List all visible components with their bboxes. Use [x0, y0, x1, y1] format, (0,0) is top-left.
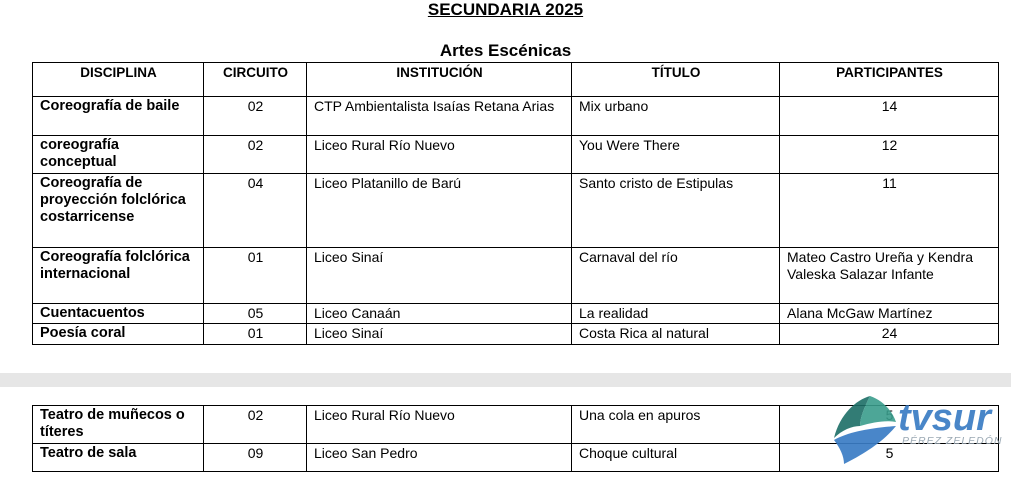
circuit-cell: 01 [204, 248, 307, 304]
institution-cell: CTP Ambientalista Isaías Retana Arias [307, 97, 572, 136]
discipline-cell: Coreografía folclórica internacional [33, 248, 204, 304]
institution-cell: Liceo Canaán [307, 304, 572, 324]
participants-cell: 12 [780, 136, 999, 174]
circuit-cell: 09 [204, 444, 307, 472]
institution-cell: Liceo Sinaí [307, 324, 572, 345]
circuit-cell: 05 [204, 304, 307, 324]
discipline-cell: Cuentacuentos [33, 304, 204, 324]
title-cell: Choque cultural [572, 444, 780, 472]
discipline-cell: Poesía coral [33, 324, 204, 345]
table-row [33, 248, 999, 304]
title-cell: Costa Rica al natural [572, 324, 780, 345]
circuit-cell: 01 [204, 324, 307, 345]
participants-cell: Mateo Castro Ureña y Kendra Valeska Salazar Infante [780, 248, 999, 304]
title-cell: La realidad [572, 304, 780, 324]
discipline-cell: Coreografía de baile [33, 97, 204, 136]
table-header-row [33, 63, 999, 97]
logo-brand-text: tvsur [898, 397, 991, 439]
table-row [33, 304, 999, 324]
title-cell: You Were There [572, 136, 780, 174]
circuit-cell: 02 [204, 97, 307, 136]
discipline-cell: Teatro de muñecos o títeres [33, 406, 204, 444]
institution-cell: Liceo Sinaí [307, 248, 572, 304]
document-title: SECUNDARIA 2025 [427, 0, 584, 19]
participants-cell: 24 [780, 324, 999, 345]
participants-cell: Alana McGaw Martínez [780, 304, 999, 324]
institution-cell: Liceo Platanillo de Barú [307, 174, 572, 248]
tvsur-logo-watermark [830, 392, 1011, 468]
column-header: DISCIPLINA [33, 63, 204, 97]
institution-cell: Liceo Rural Río Nuevo [307, 406, 572, 444]
discipline-cell: Teatro de sala [33, 444, 204, 472]
tvsur-logo-icon [834, 396, 896, 464]
section-title: Artes Escénicas [439, 41, 572, 60]
results-table [32, 62, 999, 345]
participants-cell: 14 [780, 97, 999, 136]
table-row [33, 174, 999, 248]
table-row [33, 136, 999, 174]
participants-cell: 5 [780, 444, 999, 472]
discipline-cell: coreografía conceptual [33, 136, 204, 174]
participants-cell: 11 [780, 174, 999, 248]
circuit-cell: 04 [204, 174, 307, 248]
title-cell: Mix urbano [572, 97, 780, 136]
table-row [33, 97, 999, 136]
column-header: TÍTULO [572, 63, 780, 97]
institution-cell: Liceo Rural Río Nuevo [307, 136, 572, 174]
page-break-divider [0, 373, 1011, 387]
column-header: INSTITUCIÓN [307, 63, 572, 97]
circuit-cell: 02 [204, 406, 307, 444]
title-cell: Carnaval del río [572, 248, 780, 304]
title-cell: Una cola en apuros [572, 406, 780, 444]
circuit-cell: 02 [204, 136, 307, 174]
column-header: PARTICIPANTES [780, 63, 999, 97]
title-cell: Santo cristo de Estipulas [572, 174, 780, 248]
column-header: CIRCUITO [204, 63, 307, 97]
institution-cell: Liceo San Pedro [307, 444, 572, 472]
discipline-cell: Coreografía de proyección folclórica costarricense [33, 174, 204, 248]
logo-subtitle-text: PÉREZ ZELEDÓN [902, 435, 1003, 447]
table-row [33, 324, 999, 345]
